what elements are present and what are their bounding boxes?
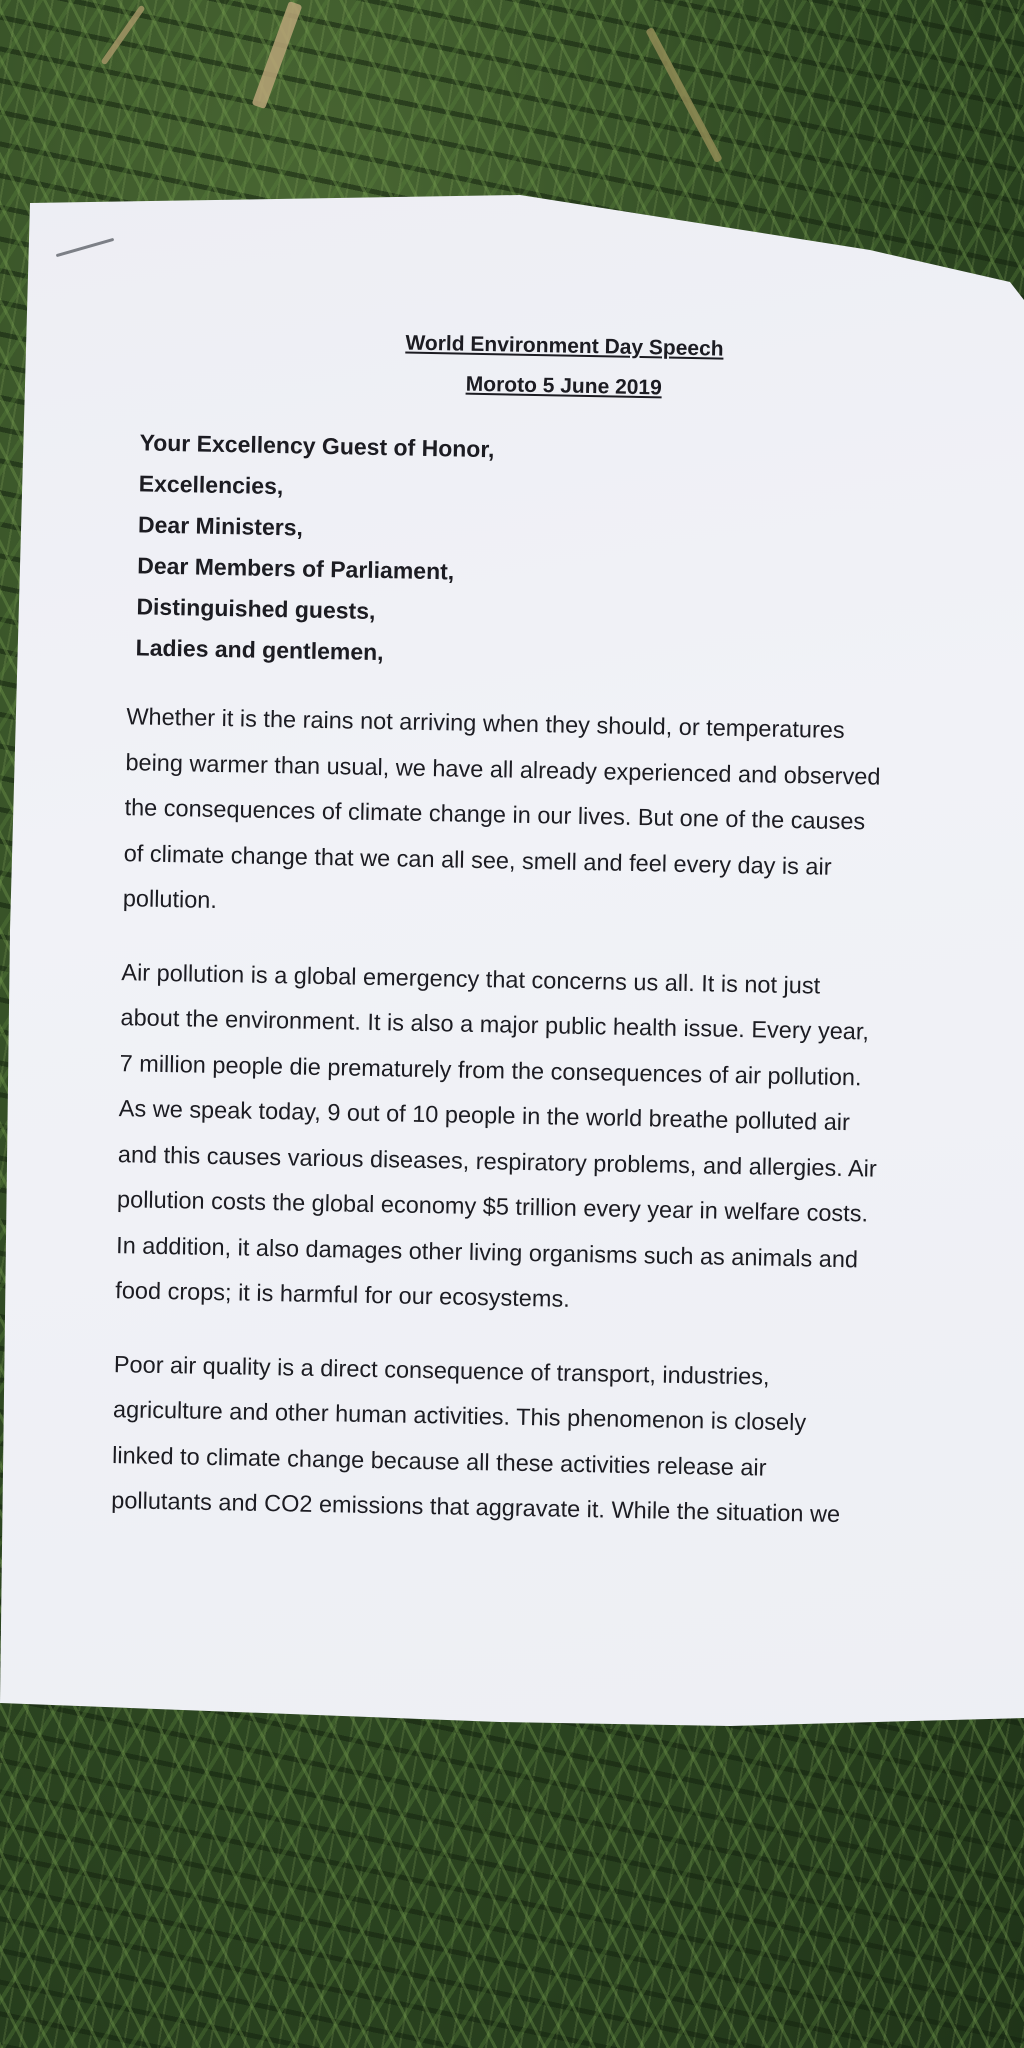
paragraph-air-pollution: [101, 949, 968, 1329]
paragraph-line: pollution costs the global economy $5 trillion every year in welfare costs.: [116, 1186, 869, 1227]
dry-grass-straw: [252, 1, 303, 109]
salutation-line: Excellencies,: [138, 470, 284, 500]
salutation-line: Distinguished guests,: [136, 593, 376, 624]
paragraph-line: being warmer than usual, we have all already experienced and observed: [125, 748, 881, 790]
paragraph-line: 7 million people die prematurely from the consequences of air pollution.: [119, 1049, 862, 1090]
paragraph-line: food crops; it is harmful for our ecosystems.: [115, 1277, 571, 1312]
paragraph-line: Air pollution is a global emergency that concerns us all. It is not just: [121, 958, 821, 999]
paragraph-line: In addition, it also damages other living organisms such as animals and: [115, 1231, 859, 1272]
dry-grass-straw: [645, 27, 722, 163]
paragraph-line: of climate change that we can all see, smell and feel every day is air: [123, 839, 832, 880]
paragraph-line: the consequences of climate change in our lives. But one of the causes: [124, 794, 866, 835]
paragraph-line: agriculture and other human activities. This phenomenon is closely: [112, 1396, 807, 1436]
paragraph-line: Whether it is the rains not arriving when they should, or temperatures: [126, 703, 845, 743]
paragraph-line: Poor air quality is a direct consequence of transport, industries,: [113, 1350, 770, 1390]
paragraph-line: and this causes various diseases, respiratory problems, and allergies. Air: [117, 1140, 877, 1182]
salutation-line: Dear Ministers,: [137, 511, 304, 541]
paragraph-line: pollutants and CO2 emissions that aggravate it. While the situation we: [111, 1487, 841, 1528]
salutation-line: Your Excellency Guest of Honor,: [139, 429, 495, 463]
document-subtitle: Moroto 5 June 2019: [465, 372, 663, 400]
document-title: World Environment Day Speech: [405, 331, 724, 361]
salutation-line: Dear Members of Parliament,: [137, 552, 455, 585]
dry-grass-straw: [100, 5, 145, 66]
paragraph-air-quality: [97, 1341, 960, 1539]
speech-document: [97, 318, 980, 1540]
salutation-line: Ladies and gentlemen,: [135, 634, 384, 666]
paragraph-line: linked to climate change because all these activities release air: [111, 1441, 767, 1481]
salutation-list: [113, 422, 978, 684]
paragraph-climate-change: [108, 694, 972, 938]
paragraph-line: about the environment. It is also a major public health issue. Every year,: [120, 1004, 870, 1045]
paragraph-line: pollution.: [122, 885, 218, 913]
paragraph-line: As we speak today, 9 out of 10 people in the world breathe polluted air: [118, 1095, 851, 1136]
